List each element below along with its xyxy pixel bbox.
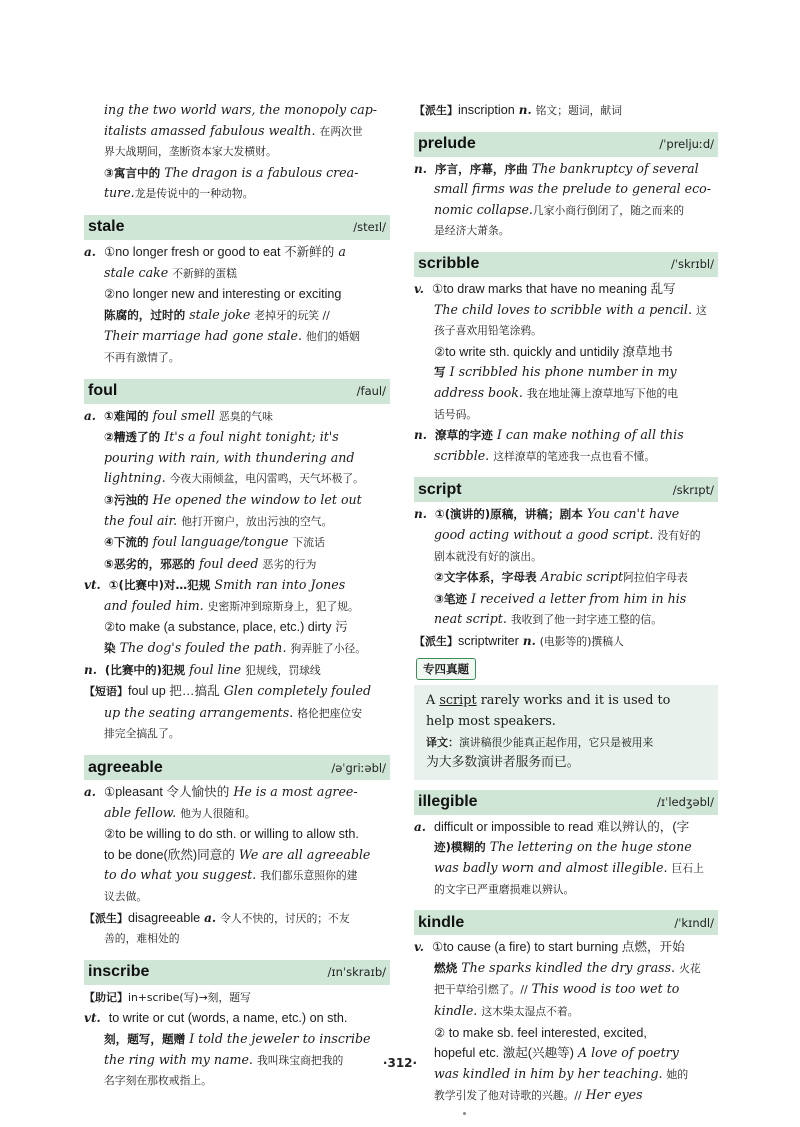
sense-line: ③污浊的 He opened the window to let out	[104, 491, 362, 507]
example-line: ing the two world wars, the monopoly cap-	[104, 102, 378, 117]
translation-line: 议去做。	[104, 890, 148, 903]
sense-line: v. ①to cause (a fire) to start burning 点燃，开始	[414, 940, 685, 955]
headword: kindle	[418, 913, 465, 931]
headword-bar	[414, 910, 718, 935]
derivation-line: 【派生】disagreeable a. 令人不快的，讨厌的；不友	[84, 910, 350, 925]
headword: scribble	[418, 255, 480, 273]
sense-line: 燃烧 The sparks kindled the dry grass. 火花	[434, 959, 701, 975]
headword: script	[418, 480, 462, 498]
sense-line: ②no longer new and interesting or exciting	[104, 287, 342, 302]
example-line: able fellow. 他为人很随和。	[104, 804, 256, 820]
pronunciation: /ˈpreljuːd/	[659, 137, 714, 152]
example-line: The child loves to scribble with a pencil. 这	[434, 301, 707, 317]
sense-line: ④下流的 foul language/tongue 下流话	[104, 534, 325, 550]
print-speck	[463, 1112, 466, 1115]
sense-line: ② to make sb. feel interested, excited,	[434, 1025, 647, 1040]
example-line: kindle. 这木柴太湿点不着。	[434, 1003, 579, 1018]
headword: agreeable	[88, 758, 163, 776]
headword: foul	[88, 382, 118, 400]
translation-line: 排完全搞乱了。	[104, 727, 180, 741]
page-number: ·312·	[382, 1056, 418, 1070]
headword-bar	[84, 960, 390, 985]
headword: prelude	[418, 135, 476, 153]
sense-line: to be done(欣然)同意的 We are all agreeable	[104, 846, 371, 862]
headword-bar	[84, 379, 390, 404]
pronunciation: /steɪl/	[353, 220, 386, 235]
exam-sentence: help most speakers.	[426, 714, 556, 730]
sense-line: 刻，题写，题赠 I told the jeweler to inscribe	[104, 1030, 371, 1046]
translation-line: 译文：演讲稿很少能真正起作用，它只是被用来	[426, 735, 654, 749]
example-line: small firms was the prelude to general eco-	[434, 181, 712, 197]
entry-script	[414, 477, 718, 780]
sense-line: ②to write sth. quickly and untidily 潦草地书	[434, 344, 673, 359]
entry-foul	[84, 379, 390, 746]
example-line: good acting without a good script. 没有好的	[434, 526, 701, 542]
sense-line: 迹)模糊的 The lettering on the huge stone	[434, 839, 692, 855]
example-line: Their marriage had gone stale. 他们的婚姻	[104, 328, 360, 344]
sense-line: a. ①no longer fresh or good to eat 不新鲜的 a	[84, 243, 346, 259]
example-line: the foul air. 他打开窗户，放出污浊的空气。	[104, 512, 333, 528]
entry-prelude	[414, 132, 718, 242]
example-line: and fouled him. 史密斯冲到琼斯身上，犯了规。	[104, 597, 359, 613]
entry-scribble	[414, 252, 718, 467]
pronunciation: /skrɪpt/	[672, 482, 714, 497]
derivation-line: 【派生】inscription n. 铭文；题词，献词	[414, 103, 622, 117]
example-line: up the seating arrangements. 格伦把座位安	[104, 704, 363, 720]
example-line: the ring with my name. 我叫珠宝商把我的	[104, 1051, 344, 1067]
headword-bar	[84, 215, 390, 240]
example-line: scribble. 这样潦草的笔迹我一点也看不懂。	[434, 447, 656, 463]
headword-bar	[414, 790, 718, 815]
sense-line: ②糟透了的 It's a foul night tonight; it's	[104, 429, 339, 445]
translation-line: 的文字已严重磨损难以辨认。	[434, 882, 575, 896]
example-line: 写 I scribbled his phone number in my	[434, 364, 677, 380]
phrase-line: 【短语】foul up 把…搞乱 Glen completely fouled	[84, 683, 372, 699]
translation-line: 界大战期间，垄断资本家大发横财。	[104, 145, 277, 159]
entry-fabulous-continued	[84, 100, 390, 205]
pronunciation: /ɪˈledʒəbl/	[657, 795, 714, 810]
translation-line: 不再有激情了。	[104, 350, 180, 364]
pronunciation: /ˈskrɪbl/	[670, 257, 714, 272]
sense-line: n. 潦草的字迹 I can make nothing of all this	[414, 427, 684, 443]
sense-line: ②to be willing to do sth. or willing to allow sth.	[104, 827, 359, 842]
translation-line: 是经济大萧条。	[434, 224, 510, 238]
translation-line: 话号码。	[434, 407, 478, 421]
sense-line: vt. ①(比赛中)对…犯规 Smith ran into Jones	[84, 577, 346, 593]
example-line: nomic collapse.几家小商行倒闭了，随之而来的	[434, 201, 685, 217]
sense-line: n. ①(演讲的)原稿，讲稿；剧本 You can't have	[414, 506, 680, 522]
sense-line: a. difficult or impossible to read 难以辨认的，(字	[414, 819, 690, 834]
entry-kindle	[414, 910, 718, 1107]
example-line: address book. 我在地址簿上潦草地写下他的电	[434, 384, 679, 400]
right-column	[414, 100, 718, 1107]
headword: stale	[88, 218, 125, 236]
sense-line: v. ①to draw marks that have no meaning 乱写	[414, 281, 676, 296]
sense-line: ⑤恶劣的，邪恶的 foul deed 恶劣的行为	[104, 555, 317, 571]
example-line: ture.龙是传说中的一种动物。	[104, 185, 254, 201]
pronunciation: /faul/	[356, 384, 386, 399]
headword: inscribe	[88, 963, 150, 981]
headword-bar	[414, 252, 718, 277]
example-line: was badly worn and almost illegible. 巨石上	[434, 860, 704, 876]
translation-line: 名字刻在那枚戒指上。	[104, 1074, 212, 1088]
sense-line: ③笔迹 I received a letter from him in his	[434, 590, 687, 606]
pronunciation: /əˈgriːəbl/	[331, 760, 386, 775]
headword-bar	[414, 132, 718, 157]
example-line: neat script. 我收到了他一封字迹工整的信。	[434, 611, 662, 627]
translation-line: 为大多数演讲者服务而已。	[426, 755, 580, 771]
left-column	[84, 100, 390, 1092]
example-line: pouring with rain, with thundering and	[104, 449, 355, 465]
example-line: italists amassed fabulous wealth. 在两次世	[104, 122, 363, 138]
sense-line: 陈腐的，过时的 stale joke 老掉牙的玩笑 //	[104, 306, 330, 322]
example-line: lightning. 今夜大雨倾盆，电闪雷鸣，天气坏极了。	[104, 470, 364, 486]
translation-line: 善的，难相处的	[104, 932, 180, 946]
sense-line: ②to make (a substance, place, etc.) dirty 污	[104, 620, 348, 635]
sense-line: hopeful etc. 激起(兴趣等) A love of poetry	[434, 1045, 679, 1061]
exam-question-box	[414, 685, 718, 779]
sense-line: ②文字体系，字母表 Arabic script阿拉伯字母表	[434, 569, 688, 585]
example-line: stale cake 不新鲜的蛋糕	[104, 264, 237, 280]
entry-illegible	[414, 790, 718, 900]
example-line: 染 The dog's fouled the path. 狗弄脏了小径。	[104, 640, 367, 656]
headword: illegible	[418, 793, 478, 811]
exam-sentence: A script rarely works and it is used to	[426, 693, 671, 709]
sense-line: a. ①pleasant 令人愉快的 He is a most agree-	[84, 784, 358, 800]
headword-bar	[414, 477, 718, 502]
exam-question-tag: 专四真题	[416, 658, 476, 680]
sense-line: vt. to write or cut (words, a name, etc.) on sth.	[84, 1011, 348, 1026]
example-line: 教学引发了他对诗歌的兴趣。// Her eyes	[434, 1087, 643, 1103]
pronunciation: /ˈkɪndl/	[674, 915, 714, 930]
example-line: 把干草给引燃了。// This wood is too wet to	[434, 981, 680, 997]
headword-bar	[84, 755, 390, 780]
sense-line: ③寓言中的 The dragon is a fabulous crea-	[104, 164, 359, 180]
entry-stale	[84, 215, 390, 369]
pronunciation: /ɪnˈskraɪb/	[327, 965, 386, 980]
sense-line: n. 序言，序幕，序曲 The bankruptcy of several	[414, 160, 699, 176]
example-line: to do what you suggest. 我们都乐意照你的建	[104, 867, 358, 883]
translation-line: 孩子喜欢用铅笔涂鸦。	[434, 324, 542, 338]
mnemonic-line: 【助记】in+scribe(写)→刻，题写	[84, 990, 251, 1004]
translation-line: 剧本就没有好的演出。	[434, 549, 542, 563]
entry-agreeable	[84, 755, 390, 950]
example-line: was kindled in him by her teaching. 她的	[434, 1065, 689, 1081]
entry-inscribe	[84, 960, 390, 1092]
sense-line: n. (比赛中的)犯规 foul line 犯规线，罚球线	[84, 661, 321, 677]
derivation-line: 【派生】scriptwriter n. (电影等的)撰稿人	[414, 633, 624, 648]
sense-line: a. ①难闻的 foul smell 恶臭的气味	[84, 407, 273, 423]
